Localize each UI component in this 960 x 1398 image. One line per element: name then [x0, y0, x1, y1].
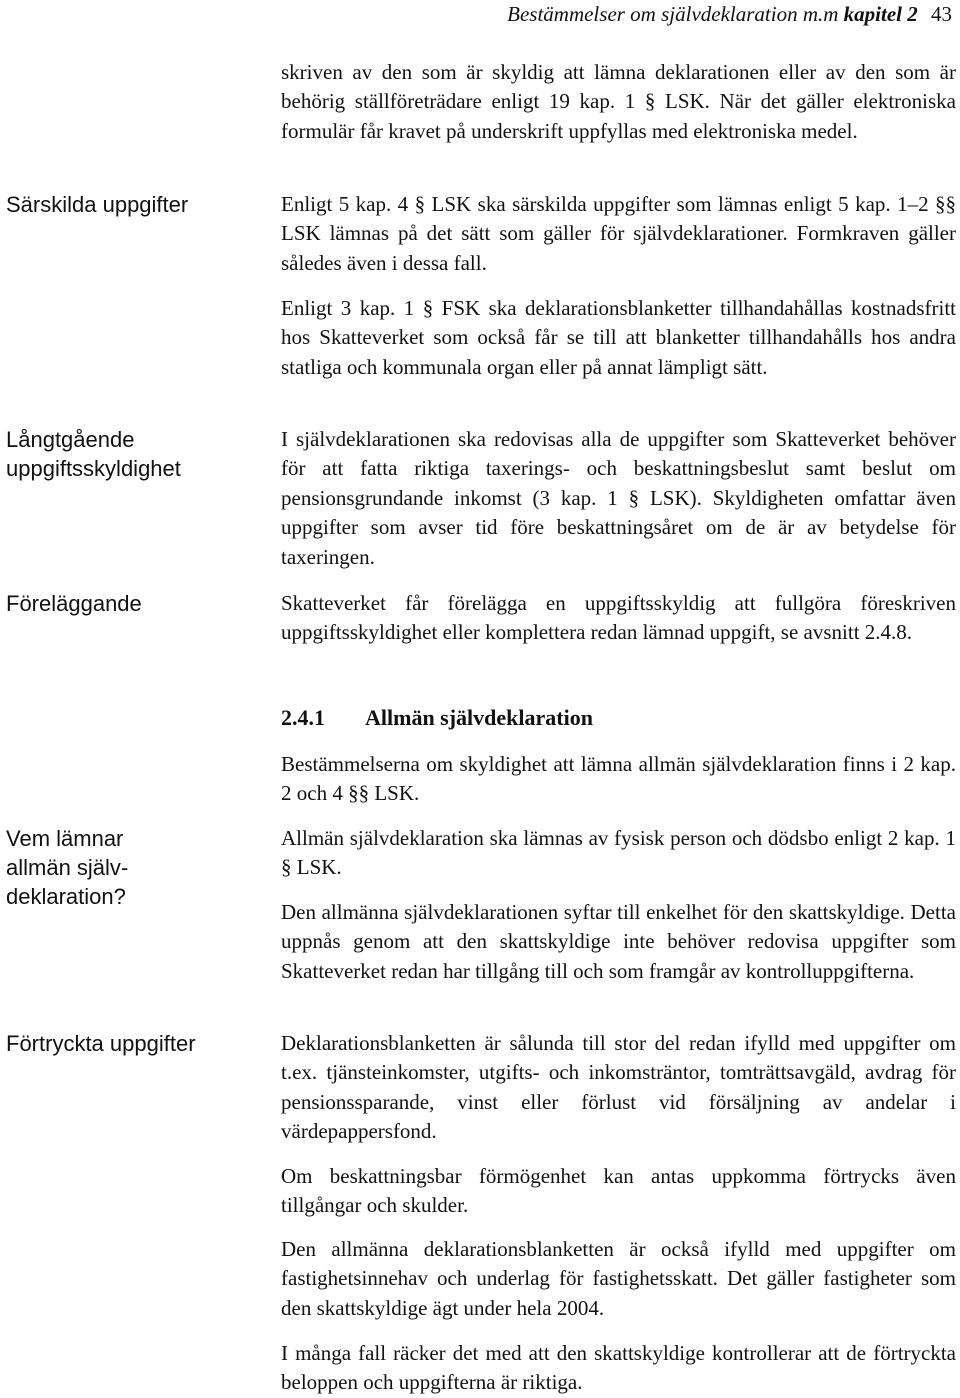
- paragraph-syfte: Den allmänna självdeklarationen syftar till enkelhet för den skattskyldige. Detta uppnås genom att den skattskyldige inte behöver redovisa uppgifter som Skatteverket redan har tillgång till och som framgår av kontrolluppgifterna.: [281, 900, 956, 983]
- margin-note-vem-lamnar: Vem lämnar allmän självdeklaration?: [6, 826, 129, 909]
- paragraph-fastighet: Den allmänna deklarationsblanketten är också ifylld med uppgifter om fastighetsinnehav och underlag för fastighetsskatt. Det gäller fastigheter som den skattskyldige ägt under hela 2004.: [281, 1237, 956, 1320]
- paragraph-sarskilda-uppgifter: Enligt 5 kap. 4 § LSK ska särskilda uppgifter som lämnas enligt 5 kap. 1–2 §§ LSK lämnas på det sätt som gäller för självdeklarationer. Formkraven gäller således även i dessa fall.: [281, 192, 956, 275]
- paragraph-forelaggande: Skatteverket får förelägga en uppgiftsskyldig att fullgöra föreskriven uppgiftsskyldighet eller komplettera redan lämnad uppgift, se avsnitt 2.4.8.: [281, 591, 956, 645]
- margin-note-sarskilda-uppgifter: Särskilda uppgifter: [6, 192, 189, 217]
- paragraph-bestammelserna: Bestämmelserna om skyldighet att lämna allmän självdeklaration finns i 2 kap. 2 och 4 §§ LSK.: [281, 752, 956, 806]
- paragraph-vem-lamnar: Allmän självdeklaration ska lämnas av fysisk person och dödsbo enligt 2 kap. 1 § LSK.: [281, 826, 956, 880]
- margin-note-langtgaende-uppgiftsskyldighet: Långtgående uppgiftsskyldighet: [6, 427, 181, 481]
- paragraph-formogenhet: Om beskattningsbar förmögenhet kan antas uppkomma förtrycks även tillgångar och skulder.: [281, 1164, 956, 1218]
- paragraph-blanketter: Enligt 3 kap. 1 § FSK ska deklarationsblanketter tillhandahållas kostnadsfritt hos Skatteverket som också får se till att blanketter tillhandahålls hos andra statliga och kommunala organ eller på annat lämpligt sätt.: [281, 296, 956, 379]
- chapter-label: kapitel 2: [843, 2, 918, 26]
- margin-note-forelaggande: Föreläggande: [6, 591, 142, 616]
- section-number: 2.4.1: [281, 705, 325, 730]
- paragraph-signature: skriven av den som är skyldig att lämna deklarationen eller av den som är behörig ställföreträdare enligt 19 kap. 1 § LSK. När det gäller elektroniska formulär får kravet på underskrift uppfyllas med elektroniska medel.: [281, 60, 956, 143]
- page-header: [507, 2, 952, 27]
- section-title: Allmän självdeklaration: [365, 705, 593, 730]
- page-number: 43: [931, 2, 952, 26]
- margin-note-fortryckta-uppgifter: Förtryckta uppgifter: [6, 1031, 196, 1056]
- paragraph-kontroll: I många fall räcker det med att den skattskyldige kontrollerar att de förtryckta beloppen och uppgifterna är riktiga.: [281, 1341, 956, 1395]
- paragraph-ifylld: Deklarationsblanketten är sålunda till stor del redan ifylld med uppgifter om t.ex. tjänsteinkomster, utgifts- och inkomsträntor, tomträttsavgäld, avdrag för pensionssparande, vinst eller förlust vid försäljning av andelar i värdepappersfond.: [281, 1031, 956, 1144]
- running-title: Bestämmelser om självdeklaration m.m: [507, 2, 839, 26]
- paragraph-uppgiftsskyldighet: I självdeklarationen ska redovisas alla de uppgifter som Skatteverket behöver för att fatta riktiga taxerings- och beskattningsbeslut samt beslut om pensionsgrundande inkomst (3 kap. 1 § LSK). Skyldigheten omfattar även uppgifter som avser tid före beskattningsåret om de är av betydelse för taxeringen.: [281, 427, 956, 569]
- section-heading: [281, 705, 593, 731]
